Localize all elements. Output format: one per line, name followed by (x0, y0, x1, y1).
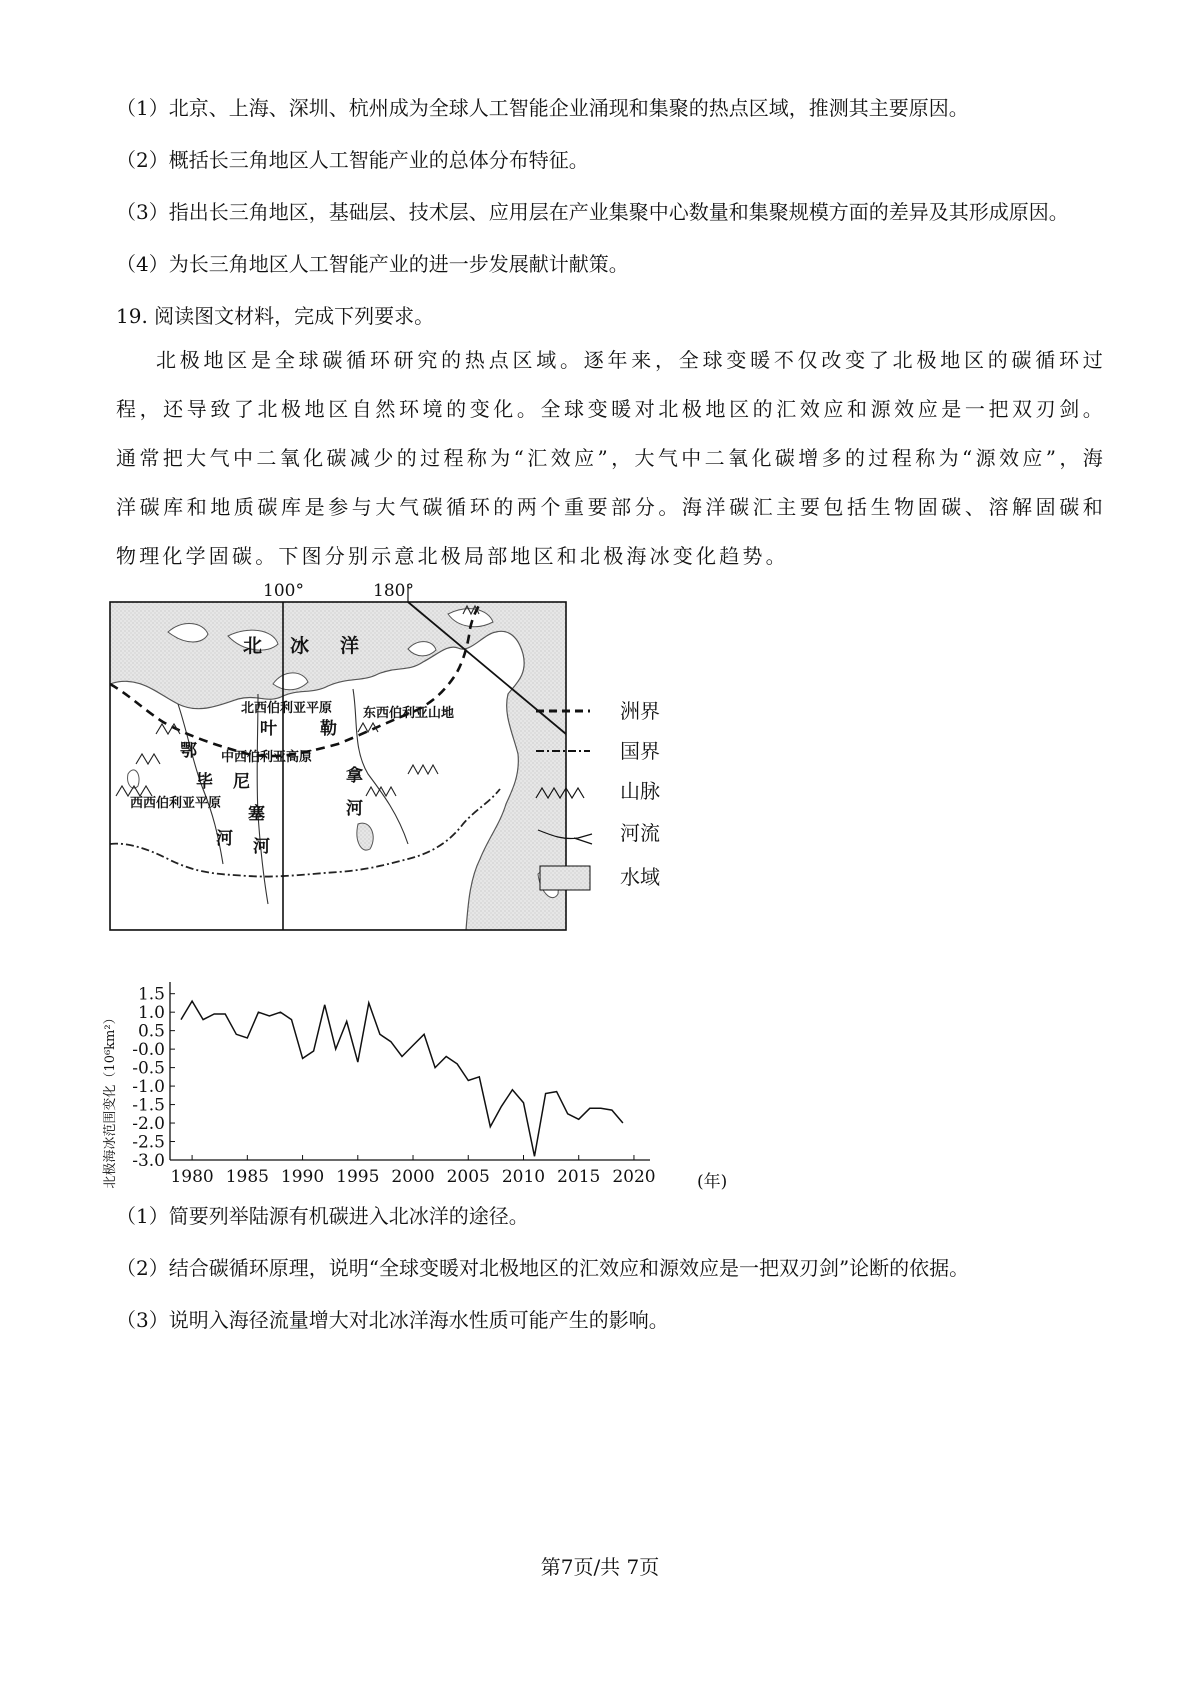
x-tick-label: 2015 (557, 1167, 601, 1187)
label-na: 拿 (346, 766, 363, 786)
legend-river-label: 河流 (620, 821, 660, 845)
lon-label-100: 100° (263, 581, 304, 601)
x-tick-label: 1980 (170, 1167, 214, 1187)
question-18-4: （4）为长三角地区人工智能产业的进一步发展献计献策。 (116, 252, 629, 276)
label-bi: 毕 (196, 772, 213, 792)
ocean-char-3: 洋 (340, 635, 360, 657)
page-footer: 第7页/共 7页 (540, 1555, 660, 1579)
label-sai: 塞 (248, 804, 265, 824)
label-north-siberian-plain: 北西伯利亚平原 (241, 701, 333, 716)
x-tick-label: 2005 (446, 1167, 490, 1187)
x-tick-label: 1985 (225, 1167, 269, 1187)
y-tick-label: 0.5 (137, 1021, 165, 1042)
label-west-siberian-plain: 西西伯利亚平原 (130, 796, 222, 811)
y-tick-label: -0.0 (132, 1040, 165, 1061)
chart-x-label: (年) (697, 1172, 728, 1192)
x-tick-label: 1990 (280, 1167, 325, 1187)
label-central-siberian-plateau: 中西伯利亚高原 (221, 750, 313, 765)
label-east-siberian-mountains: 东西伯利亚山地 (363, 706, 455, 721)
question-19-1: （1）简要列举陆源有机碳进入北冰洋的途径。 (116, 1204, 529, 1228)
y-tick-label: 1.0 (137, 1003, 165, 1024)
y-tick-label: -1.5 (132, 1095, 165, 1116)
arctic-map (108, 574, 748, 974)
x-tick-label: 2010 (501, 1167, 546, 1187)
y-tick-label: -1.0 (132, 1077, 165, 1098)
sea-ice-series-line (181, 1001, 623, 1156)
label-ni: 尼 (233, 772, 250, 792)
legend-mountain-label: 山脉 (620, 779, 660, 803)
question-18-3: （3）指出长三角地区，基础层、技术层、应用层在产业集聚中心数量和集聚规模方面的差异及其形成原因。 (116, 200, 1069, 224)
legend-continent-label: 洲界 (620, 699, 660, 723)
x-tick-label: 2020 (612, 1167, 656, 1187)
ocean-char-2: 冰 (290, 635, 310, 657)
question-18-2: （2）概括长三角地区人工智能产业的总体分布特征。 (116, 148, 589, 172)
legend-border-label: 国界 (620, 739, 660, 763)
question-19-3: （3）说明入海径流量增大对北冰洋海水性质可能产生的影响。 (116, 1308, 669, 1332)
x-tick-label: 2000 (391, 1167, 435, 1187)
x-tick-label: 1995 (336, 1167, 380, 1187)
label-ye: 叶 (260, 719, 277, 739)
question-19-2: （2）结合碳循环原理，说明“全球变暖对北极地区的汇效应和源效应是一把双刃剑”论断的依据。 (116, 1256, 970, 1280)
y-tick-label: -0.5 (132, 1058, 165, 1079)
chart-axes (170, 982, 650, 1160)
y-tick-label: 1.5 (137, 984, 165, 1005)
label-he-lena: 河 (346, 799, 363, 819)
ocean-char-1: 北 (243, 635, 263, 657)
chart-y-label: 北极海冰范围变化（10⁶km²） (103, 1011, 118, 1189)
y-tick-label: -2.5 (132, 1132, 165, 1153)
lon-label-180: 180° (373, 581, 414, 601)
label-he-ob: 河 (216, 829, 233, 849)
map-island (128, 770, 139, 788)
sea-ice-chart (100, 970, 740, 1200)
y-tick-label: -3.0 (132, 1151, 165, 1171)
label-e: 鄂 (180, 741, 197, 761)
legend-water-symbol (540, 866, 590, 890)
question-18-1: （1）北京、上海、深圳、杭州成为全球人工智能企业涌现和集聚的热点区域，推测其主要原因。 (116, 96, 969, 120)
label-he-yenisei: 河 (253, 837, 270, 857)
question-19-heading: 19. 阅读图文材料，完成下列要求。 (116, 304, 435, 328)
legend-water-label: 水域 (620, 865, 660, 889)
question-19-passage: 北极地区是全球碳循环研究的热点区域。逐年来，全球变暖不仅改变了北极地区的碳循环过程，还导致了北极地区自然环境的变化。全球变暖对北极地区的汇效应和源效应是一把双刃剑。通常把大气中二氧化碳减少的过程称为“汇效应”，大气中二氧化碳增多的过程称为“源效应”，海洋碳库和地质碳库是参与大气碳循环的两个重要部分。海洋碳汇主要包括生物固碳、溶解固碳和物理化学固碳。下图分别示意北极局部地区和北极海冰变化趋势。 (116, 348, 1106, 568)
y-tick-label: -2.0 (132, 1114, 165, 1135)
label-le: 勒 (320, 719, 337, 739)
